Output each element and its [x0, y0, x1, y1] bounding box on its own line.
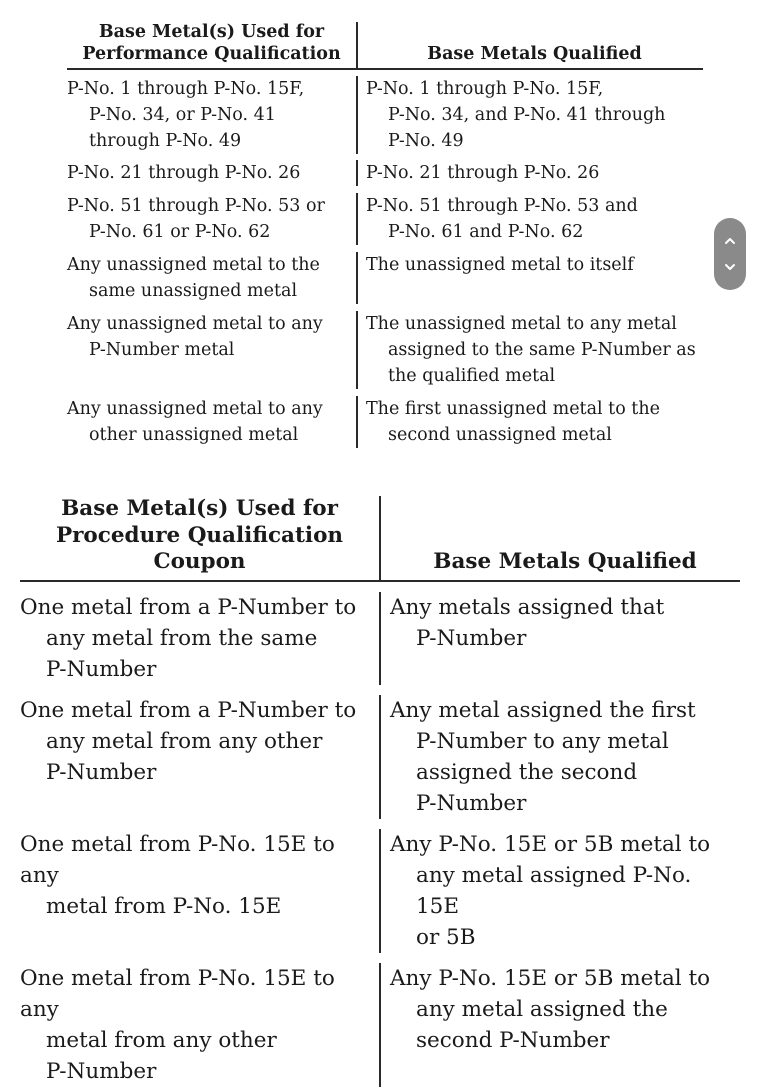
cell-text-line: any metal assigned P-No. 15E	[416, 863, 692, 919]
cell-base-metals-qualified	[381, 963, 740, 1087]
cell-text-line: P-No. 51 through P-No. 53 and	[366, 196, 638, 216]
cell-base-metals-used	[20, 592, 381, 685]
cell-text-line: The first unassigned metal to the	[366, 399, 660, 419]
cell-text-line: any metal from any other	[46, 729, 323, 754]
cell-text-line: P-Number to any metal	[416, 729, 669, 754]
cell-text-line: One metal from a P-Number to	[20, 595, 357, 620]
cell-base-metals-used	[20, 829, 381, 953]
cell-base-metals-qualified	[358, 160, 703, 186]
cell-base-metals-used	[67, 160, 358, 186]
chevron-up-icon[interactable]	[723, 234, 737, 248]
cell-text-line: P-Number	[46, 657, 157, 682]
cell-text-line: One metal from P-No. 15E to any	[20, 832, 335, 888]
cell-text-line: P-No. 34, or P-No. 41	[89, 105, 276, 125]
table-row	[67, 252, 703, 311]
cell-text-line: assigned the second	[416, 760, 638, 785]
cell-base-metals-qualified	[358, 76, 703, 154]
cell-text-line: same unassigned metal	[89, 281, 298, 301]
cell-base-metals-used	[67, 396, 358, 448]
procedure-qualification-table	[20, 482, 740, 1087]
cell-text-line: through P-No. 49	[89, 131, 242, 151]
cell-text-line: The unassigned metal to itself	[366, 255, 634, 275]
header-base-metals-qualified: Base Metals Qualified	[433, 548, 697, 574]
cell-base-metals-qualified	[381, 592, 740, 685]
cell-base-metals-qualified	[358, 311, 703, 389]
cell-text-line: The unassigned metal to any metal	[366, 314, 677, 334]
cell-text-line: any metal assigned the	[416, 997, 668, 1022]
cell-base-metals-qualified	[381, 829, 740, 953]
header-base-metals-qualified: Base Metals Qualified	[427, 43, 642, 64]
cell-text-line: second unassigned metal	[388, 425, 612, 445]
header-base-metals-used: Base Metal(s) Used for Procedure Qualification Coupon	[20, 496, 381, 580]
cell-text-line: P-No. 21 through P-No. 26	[366, 163, 600, 183]
cell-text-line: Any metal assigned the first	[390, 698, 696, 723]
cell-text-line: Any metals assigned that	[390, 595, 665, 620]
page-scroll-control[interactable]	[714, 218, 746, 290]
cell-text-line: Any unassigned metal to any	[67, 314, 323, 334]
cell-base-metals-qualified	[358, 252, 703, 304]
table-row	[20, 582, 740, 695]
cell-base-metals-qualified	[381, 695, 740, 819]
table-body	[67, 70, 703, 454]
cell-text-line: Any unassigned metal to any	[67, 399, 323, 419]
performance-qualification-table	[67, 6, 703, 454]
cell-base-metals-used	[67, 76, 358, 154]
cell-text-line: P-No. 51 through P-No. 53 or	[67, 196, 325, 216]
cell-text-line: P-No. 21 through P-No. 26	[67, 163, 301, 183]
cell-base-metals-used	[67, 193, 358, 245]
cell-text-line: metal from any other	[46, 1028, 277, 1053]
cell-text-line: P-No. 1 through P-No. 15F,	[67, 79, 305, 99]
table-row	[20, 695, 740, 829]
cell-text-line: Any unassigned metal to the	[67, 255, 320, 275]
table-header	[67, 6, 703, 70]
cell-text-line: P-Number	[416, 791, 527, 816]
cell-text-line: P-No. 34, and P-No. 41 through	[388, 105, 666, 125]
chevron-down-icon[interactable]	[723, 260, 737, 274]
cell-base-metals-used	[67, 311, 358, 389]
cell-base-metals-used	[20, 695, 381, 819]
table-row	[67, 193, 703, 252]
cell-base-metals-qualified	[358, 396, 703, 448]
table-row	[20, 829, 740, 963]
cell-text-line: P-No. 61 or P-No. 62	[89, 222, 271, 242]
cell-text-line: One metal from a P-Number to	[20, 698, 357, 723]
cell-text-line: P-Number	[46, 760, 157, 785]
cell-base-metals-used	[67, 252, 358, 304]
cell-text-line: P-No. 49	[388, 131, 464, 151]
table-row	[67, 70, 703, 160]
cell-text-line: other unassigned metal	[89, 425, 299, 445]
cell-text-line: Any P-No. 15E or 5B metal to	[390, 832, 711, 857]
table-row	[20, 963, 740, 1087]
header-base-metals-used: Base Metal(s) Used for Performance Qualification	[67, 22, 358, 68]
cell-text-line: metal from P-No. 15E	[46, 894, 282, 919]
table-body	[20, 582, 740, 1087]
cell-text-line: Any P-No. 15E or 5B metal to	[390, 966, 711, 991]
cell-text-line: P-Number metal	[89, 340, 235, 360]
cell-text-line: P-Number	[416, 626, 527, 651]
cell-base-metals-used	[20, 963, 381, 1087]
cell-text-line: the qualified metal	[388, 366, 556, 386]
cell-text-line: P-No. 1 through P-No. 15F,	[366, 79, 604, 99]
table-row	[67, 160, 703, 193]
cell-base-metals-qualified	[358, 193, 703, 245]
cell-text-line: second P-Number	[416, 1028, 610, 1053]
cell-text-line: assigned to the same P-Number as	[388, 340, 696, 360]
table-header	[20, 482, 740, 582]
cell-text-line: P-No. 61 and P-No. 62	[388, 222, 584, 242]
cell-text-line: any metal from the same	[46, 626, 318, 651]
cell-text-line: or 5B	[416, 925, 476, 950]
table-row	[67, 311, 703, 396]
cell-text-line: P-Number	[46, 1059, 157, 1084]
table-row	[67, 396, 703, 454]
cell-text-line: One metal from P-No. 15E to any	[20, 966, 335, 1022]
